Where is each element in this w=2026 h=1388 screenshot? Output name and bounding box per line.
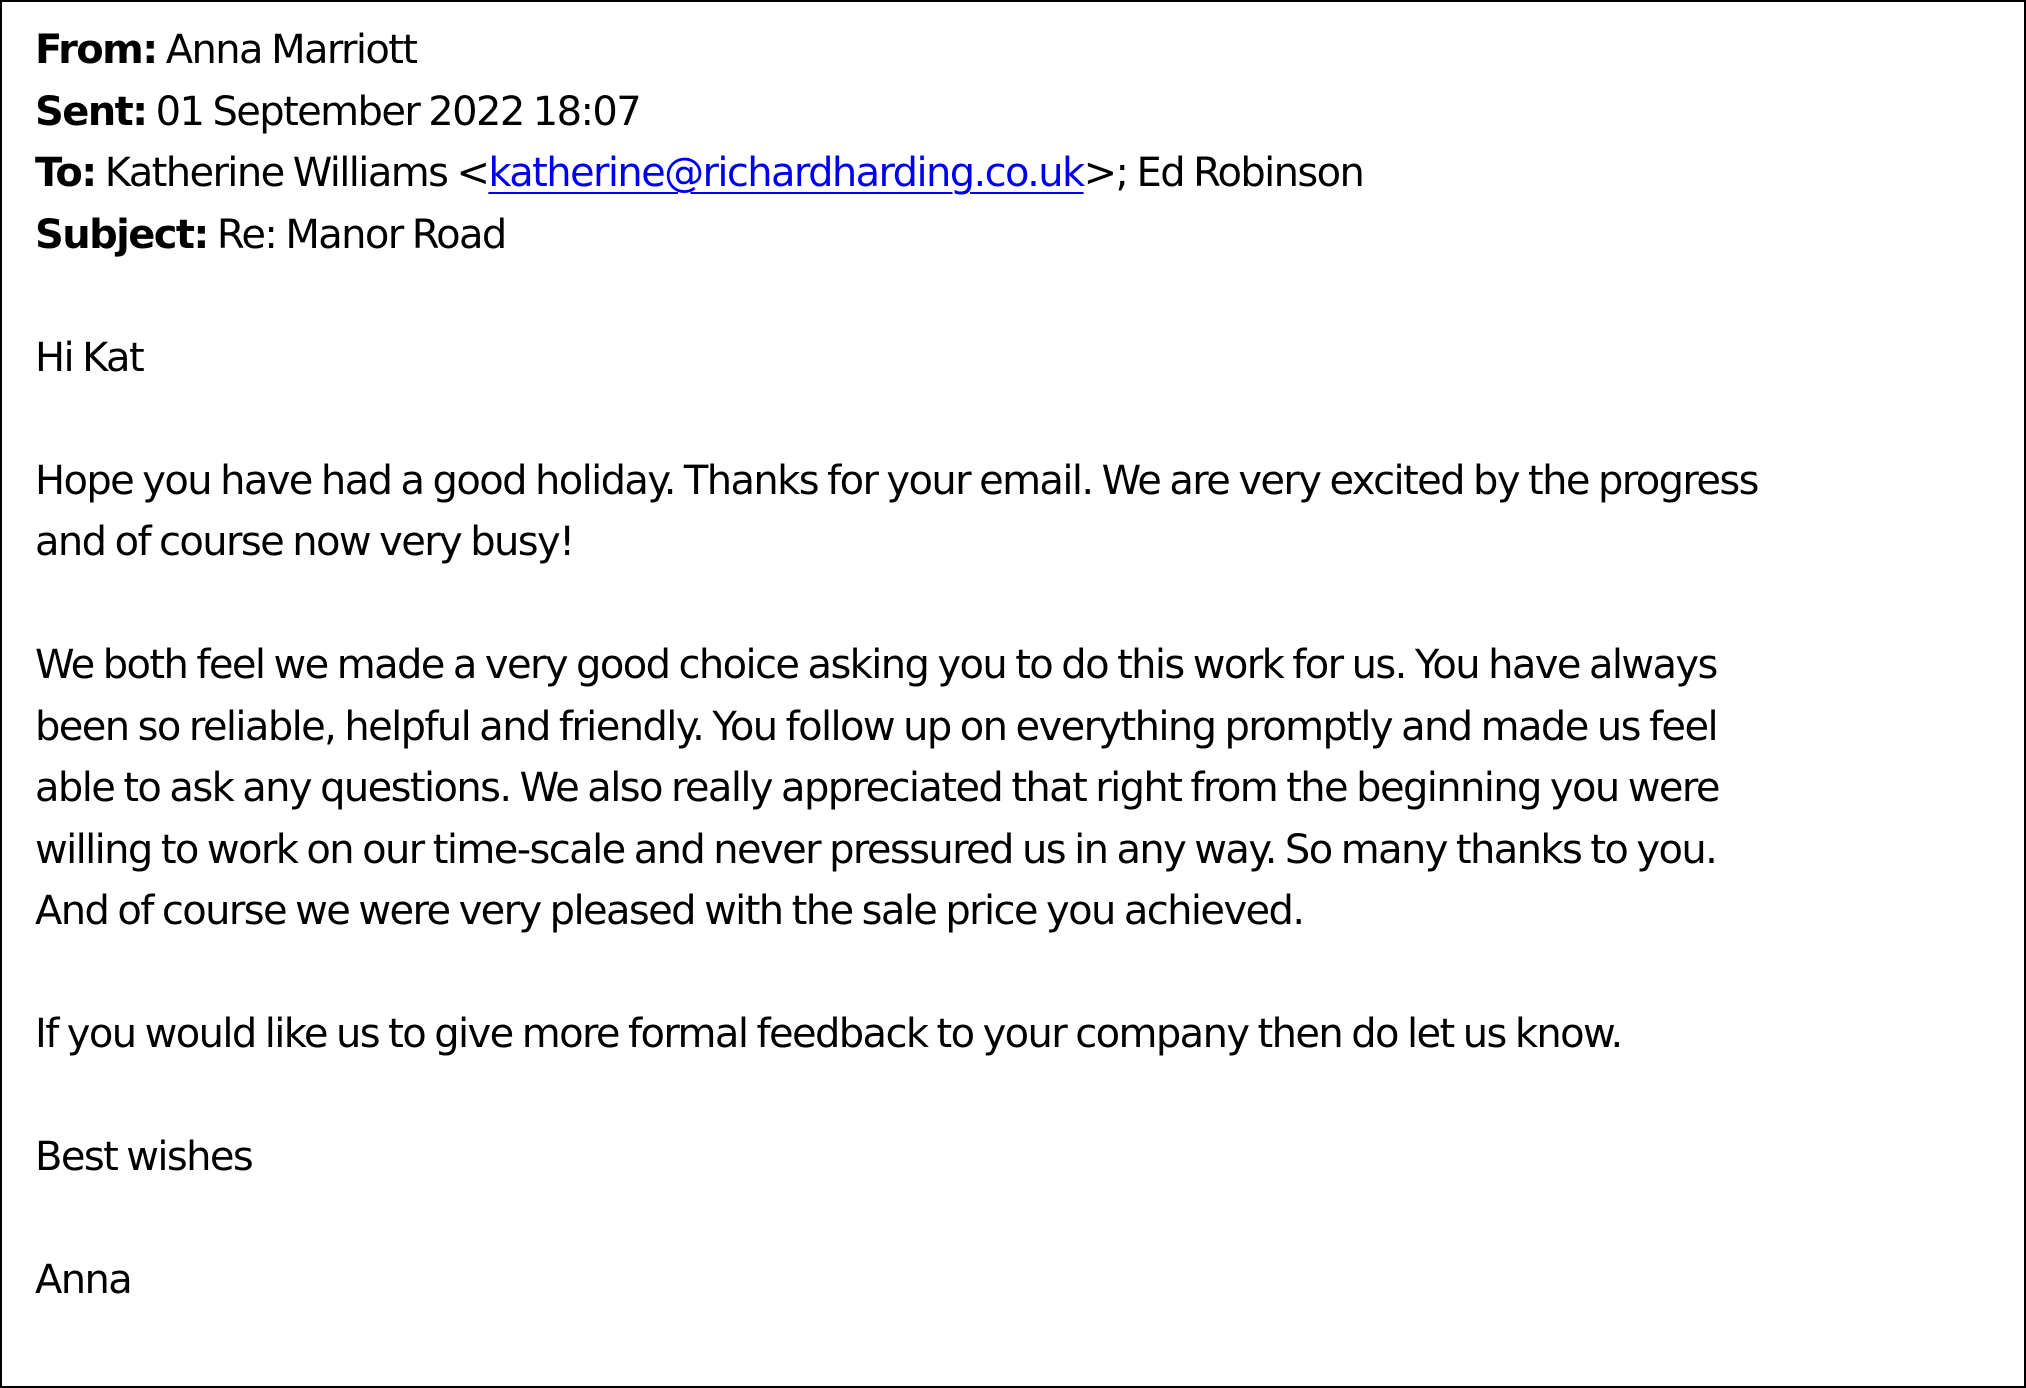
spacer	[35, 943, 1995, 1005]
paragraph-2-line: been so reliable, helpful and friendly. You follow up on everything promptly and made us feel	[35, 703, 1717, 750]
to-line	[35, 143, 1995, 205]
spacer	[35, 266, 1995, 328]
to-recipient-name: Katherine Williams <	[104, 150, 489, 196]
paragraph-2-line: And of course we were very pleased with the sale price you achieved.	[35, 888, 1304, 934]
paragraph-2-line: We both feel we made a very good choice asking you to do this work for us. You have always	[35, 642, 1717, 688]
to-other-recipients: >; Ed Robinson	[1083, 150, 1364, 196]
sent-line	[35, 82, 1995, 144]
spacer	[35, 574, 1995, 636]
sent-label: Sent:	[35, 88, 147, 135]
spacer	[35, 389, 1995, 451]
greeting: Hi Kat	[35, 334, 144, 381]
recipient-email-link[interactable]: katherine@richardharding.co.uk	[488, 150, 1084, 196]
spacer	[35, 1189, 1995, 1251]
from-line	[35, 20, 1995, 82]
paragraph-3: If you would like us to give more formal feedback to your company then do let us know.	[35, 1011, 1622, 1057]
from-value: Anna Marriott	[165, 27, 417, 73]
signature: Anna	[35, 1257, 132, 1303]
paragraph-1-line: Hope you have had a good holiday. Thanks for your email. We are very excited by the progress	[35, 457, 1758, 504]
subject-label: Subject:	[35, 211, 208, 258]
sign-off: Best wishes	[35, 1134, 253, 1180]
paragraph-2-line: willing to work on our time-scale and never pressured us in any way. So many thanks to you.	[35, 826, 1717, 873]
subject-line	[35, 205, 1995, 267]
to-label: To:	[35, 150, 96, 196]
spacer	[35, 1066, 1995, 1128]
paragraph-2-line: able to ask any questions. We also really appreciated that right from the beginning you were	[35, 765, 1719, 811]
paragraph-1-line: and of course now very busy!	[35, 519, 574, 565]
sent-value: 01 September 2022 18:07	[155, 88, 641, 135]
subject-value: Re: Manor Road	[216, 211, 506, 258]
from-label: From:	[35, 27, 157, 73]
email-content	[35, 20, 1995, 1312]
